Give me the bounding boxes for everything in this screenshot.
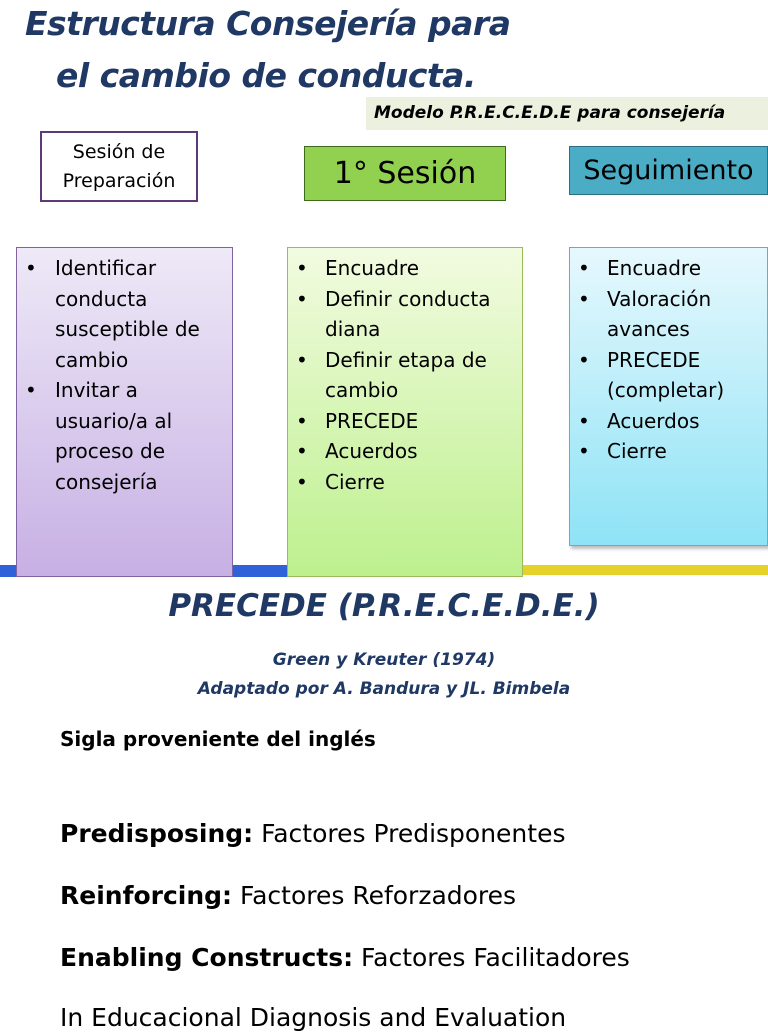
list-item: • Invitar a usuario/a al proceso de consejería <box>17 375 232 497</box>
precede-title: PRECEDE (P.R.E.C.E.D.E.) <box>168 588 600 624</box>
list-item: • Encuadre <box>288 253 522 284</box>
page-title-line-1: Estructura Consejería para <box>25 4 511 43</box>
preparation-list <box>17 253 232 497</box>
factor-enabling <box>60 943 630 972</box>
list-item: • PRECEDE <box>288 406 522 437</box>
author-line-1: Green y Kreuter (1974) <box>272 650 496 670</box>
factor-term: Enabling Constructs: <box>60 943 354 972</box>
timeline-bar-yellow <box>523 565 768 575</box>
stage-session-1-box: 1° Sesión <box>304 146 506 201</box>
factor-reinforcing <box>60 881 516 910</box>
list-item: • Cierre <box>570 436 767 467</box>
factor-term: Predisposing: <box>60 819 254 848</box>
factor-educational <box>60 1003 566 1032</box>
list-item: • Encuadre <box>570 253 767 284</box>
followup-list <box>570 253 767 467</box>
factor-desc: Factores Facilitadores <box>353 943 630 972</box>
sigla-heading: Sigla proveniente del inglés <box>60 727 376 751</box>
factor-term: In Educacional Diagnosis and Evaluation <box>60 1003 567 1032</box>
list-item: • Valoración avances <box>570 284 767 345</box>
stage-preparation-label-2: Preparación <box>62 169 176 192</box>
factor-desc: Factores Predisponentes <box>253 819 566 848</box>
list-item: • Definir conducta diana <box>288 284 522 345</box>
model-badge: Modelo P.R.E.C.E.D.E para consejería <box>366 97 768 130</box>
factor-predisposing <box>60 819 565 848</box>
panel-preparation <box>16 247 233 577</box>
timeline-bar-blue-left <box>0 565 16 577</box>
timeline-bar-blue-mid <box>233 565 287 577</box>
list-item: • Cierre <box>288 467 522 498</box>
panel-session-1 <box>287 247 523 577</box>
page-title-line-2: el cambio de conducta. <box>56 56 476 95</box>
list-item: • Identificar conducta susceptible de cambio <box>17 253 232 375</box>
list-item: • PRECEDE (completar) <box>570 345 767 406</box>
factor-desc: Factores Reforzadores <box>232 881 517 910</box>
stage-preparation-box <box>40 131 198 202</box>
list-item: • Acuerdos <box>288 436 522 467</box>
session-1-list <box>288 253 522 497</box>
author-line-2: Adaptado por A. Bandura y JL. Bimbela <box>197 679 571 699</box>
stage-followup-box: Seguimiento <box>569 146 768 195</box>
list-item: • Definir etapa de cambio <box>288 345 522 406</box>
panel-followup <box>569 247 768 546</box>
factor-term: Reinforcing: <box>60 881 233 910</box>
list-item: • Acuerdos <box>570 406 767 437</box>
stage-preparation-label-1: Sesión de <box>72 140 166 163</box>
